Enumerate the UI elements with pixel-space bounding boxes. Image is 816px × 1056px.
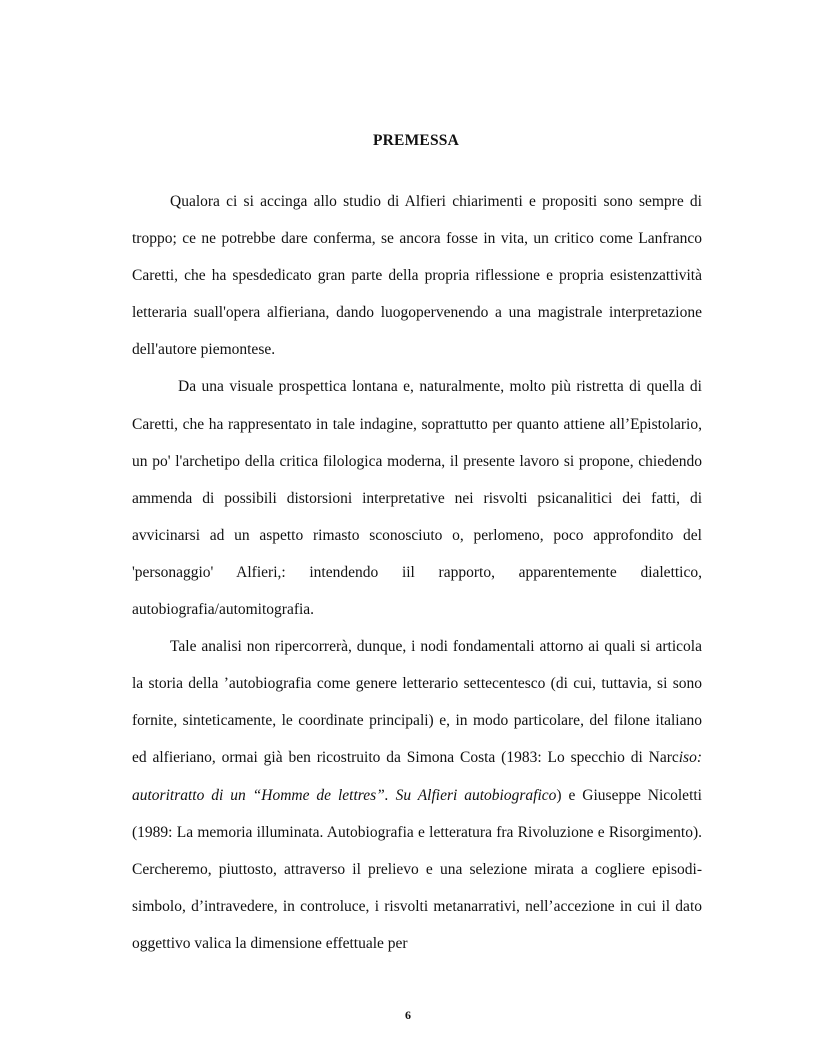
page-number: 6 (405, 1008, 411, 1022)
paragraph-1: Qualora ci si accinga allo studio di Alfieri chiarimenti e propositi sono sempre di troppo; ce ne potrebbe dare conferma, se ancora fosse in vita, un critico come Lanfranco Caretti, che ha spesdedicato gran parte della propria riflessione e propria esistenzattività letteraria suall'opera alfieriana, dando luogopervenendo a una magistrale interpretazione dell'autore piemontese. (132, 193, 702, 359)
paragraph-3-text-b: ) e Giuseppe Nicoletti (1989: La memoria illuminata. Autobiografia e letteratura fra Rivoluzione e Risorgimento). Cercheremo, piuttosto, attraverso il prelievo e una selezione mirata a cogliere episodi-simbolo, d’intravedere, in controluce, i risvolti metanarrativi, nell’accezione in cui il dato oggettivo valica la dimensione effettuale per (132, 786, 702, 952)
paragraph-3-text-a: Tale analisi non ripercorrerà, dunque, i nodi fondamentali attorno ai quali si articola la storia della ’autobiografia come genere letterario settecentesco (di cui, tuttavia, si sono fornite, sinteticamente, le coordinate principali) e, in modo particolare, del filone italiano ed alfieriano, ormai già ben ricostruito da Simona Costa (1983: Lo specchio di Narc (132, 638, 702, 767)
page-title: PREMESSA (372, 132, 459, 149)
paragraph-3 (132, 628, 702, 962)
paragraph-2: Da una visuale prospettica lontana e, naturalmente, molto più ristretta di quella di Caretti, che ha rappresentato in tale indagine, soprattutto per quanto attiene all’Epistolario, un po' l'archetipo della critica filologica moderna, il presente lavoro si propone, chiedendo ammenda di possibili distorsioni interpretative nei risvolti psicanalitici dei fatti, di avvicinarsi ad un aspetto rimasto sconosciuto o, perlomeno, poco approfondito del 'personaggio' Alfieri,: intendendo iil rapporto, apparentemente dialettico, autobiografia/automitografia. (132, 378, 702, 619)
paragraph-3-italic-title: iso: autoritratto di un “Homme de lettres”. Su Alfieri autobiografico (132, 749, 702, 804)
body-text (132, 183, 702, 962)
